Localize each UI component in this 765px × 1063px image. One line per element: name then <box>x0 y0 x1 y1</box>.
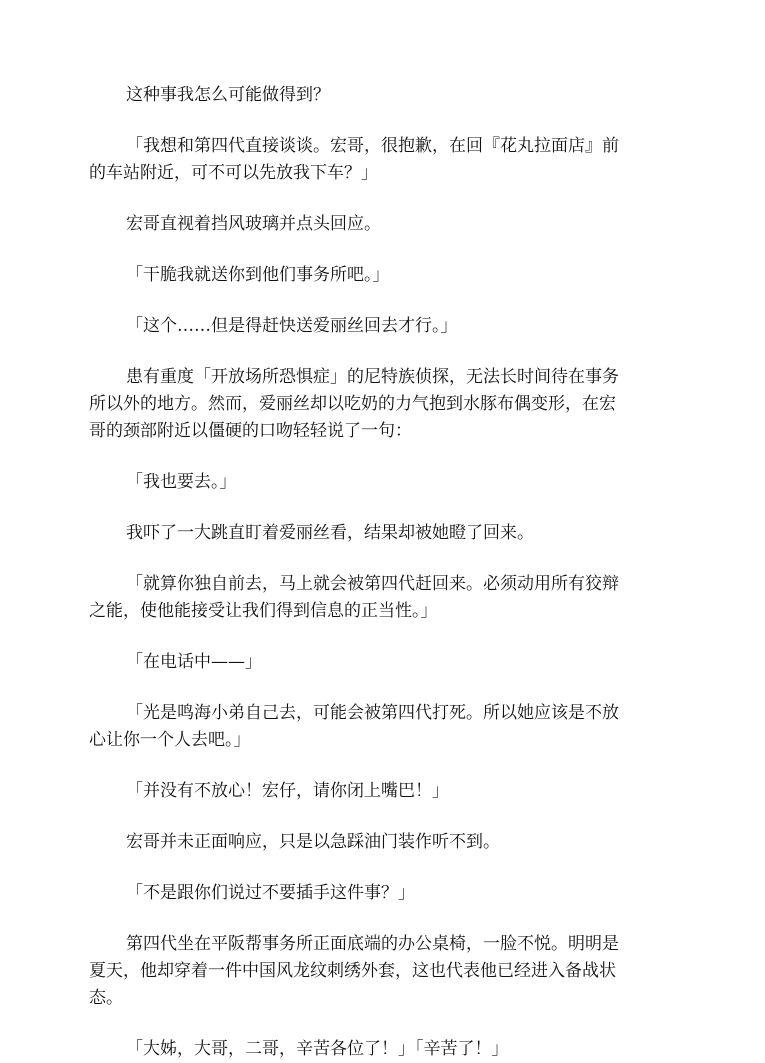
text-line: 态。 <box>89 988 123 1008</box>
paragraph-5 <box>89 313 671 340</box>
text-line: 「我想和第四代直接谈谈。宏哥，很抱歉，在回『花丸拉面店』前 <box>126 136 619 156</box>
paragraph-2 <box>89 133 671 187</box>
paragraph-14 <box>89 880 671 907</box>
paragraph-12 <box>89 778 671 805</box>
text-line: 心让你一个人去吧。」 <box>89 730 251 750</box>
text-line: 「干脆我就送你到他们事务所吧。」 <box>126 265 390 285</box>
text-line: 所以外的地方。然而，爱丽丝却以吃奶的力气抱到水豚布偶变形，在宏 <box>89 394 616 414</box>
paragraph-15 <box>89 931 671 1012</box>
text-line: 宏哥直视着挡风玻璃并点头回应。 <box>126 214 381 234</box>
paragraph-13 <box>89 829 671 856</box>
text-line: 这种事我怎么可能做得到？ <box>126 85 330 105</box>
text-line: 第四代坐在平阪帮事务所正面底端的办公桌椅，一脸不悦。明明是 <box>126 934 619 954</box>
paragraph-11 <box>89 700 671 754</box>
text-line: 「就算你独自前去，马上就会被第四代赶回来。必须动用所有狡辩 <box>126 574 619 594</box>
paragraph-3 <box>89 211 671 238</box>
paragraph-7 <box>89 469 671 496</box>
text-line: 之能，使他能接受让我们得到信息的正当性。」 <box>89 601 438 621</box>
text-line: 宏哥并未正面响应，只是以急踩油门装作听不到。 <box>126 832 500 852</box>
paragraph-16 <box>89 1036 671 1063</box>
text-line: 「并没有不放心！宏仔，请你闭上嘴巴！」 <box>126 781 449 801</box>
text-line: 「这个……但是得赶快送爱丽丝回去才行。」 <box>126 316 458 336</box>
text-line: 「大姊，大哥，二哥，辛苦各位了！」「辛苦了！」 <box>126 1039 509 1059</box>
text-line: 「我也要去。」 <box>126 472 237 492</box>
text-line: 哥的颈部附近以僵硬的口吻轻轻说了一句： <box>89 421 412 441</box>
text-line: 「在电话中——」 <box>126 652 262 672</box>
text-line: 患有重度「开放场所恐惧症」的尼特族侦探，无法长时间待在事务 <box>126 367 619 387</box>
paragraph-10 <box>89 649 671 676</box>
paragraph-8 <box>89 520 671 547</box>
paragraph-6 <box>89 364 671 445</box>
text-line: 我吓了一大跳直盯着爱丽丝看，结果却被她瞪了回来。 <box>126 523 534 543</box>
text-line: 「不是跟你们说过不要插手这件事？」 <box>126 883 415 903</box>
paragraph-1 <box>89 82 671 109</box>
text-line: 「光是鸣海小弟自己去，可能会被第四代打死。所以她应该是不放 <box>126 703 619 723</box>
text-line: 夏天，他却穿着一件中国风龙纹刺绣外套，这也代表他已经进入备战状 <box>89 961 616 981</box>
paragraph-9 <box>89 571 671 625</box>
text-line: 的车站附近，可不可以先放我下车？」 <box>89 163 378 183</box>
paragraph-4 <box>89 262 671 289</box>
